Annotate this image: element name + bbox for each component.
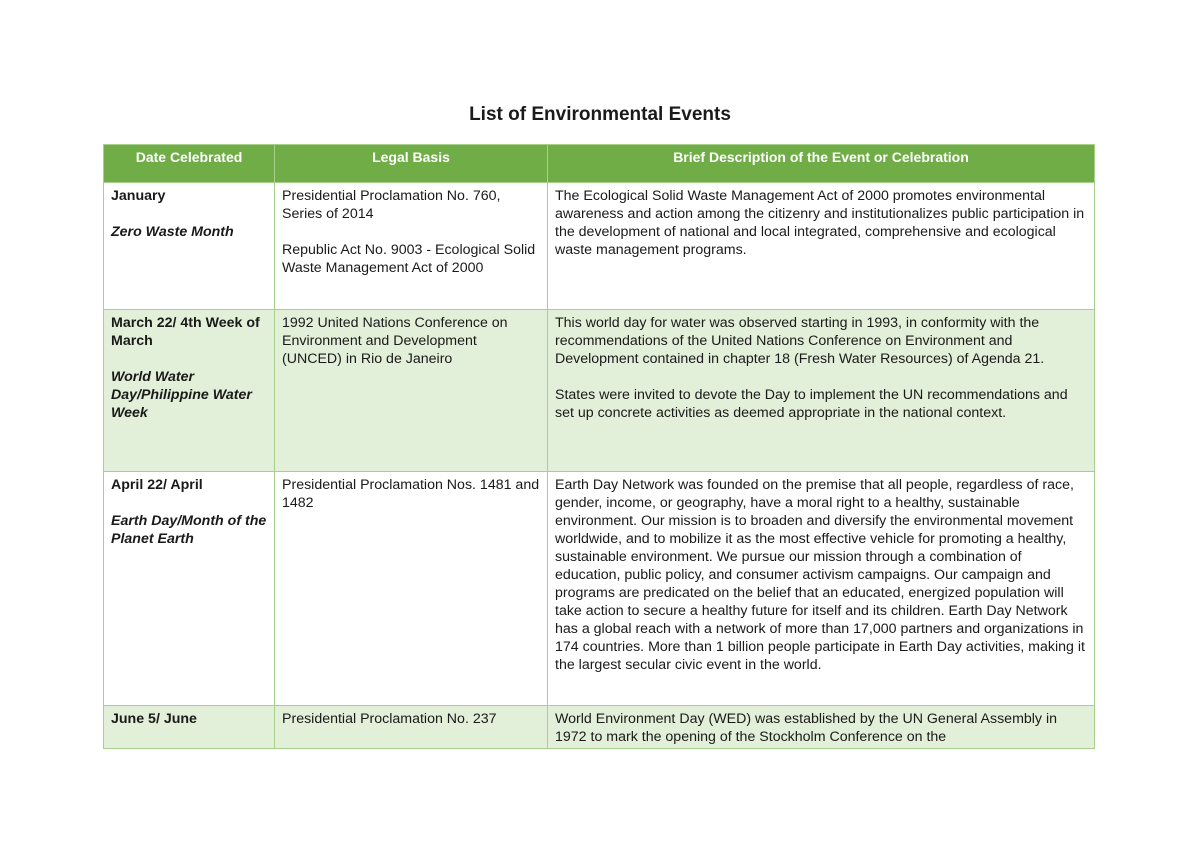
description-text: Earth Day Network was founded on the premise that all people, regardless of race, gender, income, or geography, have a moral right to a healthy, sustainable environment. Our mission is to broaden and diversify the environmental movement worldwide, and to mobilize it as the most effective vehicle for promoting a healthy, sustainable environment. We pursue our mission through a combination of education, public policy, and consumer activism campaigns. Our campaign and programs are predicated on the belief that an educated, energized population will take action to secure a healthy future for itself and its children. Earth Day Network has a global reach with a network of more than 17,000 partners and organizations in 174 countries. More than 1 billion people participate in Earth Day activities, making it the largest secular civic event in the world. (555, 477, 1085, 673)
legal-basis-text: Republic Act No. 9003 - Ecological Solid Waste Management Act of 2000 (282, 242, 536, 276)
legal-basis-cell (275, 472, 548, 706)
table-row (104, 183, 1095, 310)
date-text: June 5/ June (111, 711, 197, 727)
legal-basis-text: 1992 United Nations Conference on Environment and Development (UNCED) in Rio de Janeiro (282, 315, 508, 367)
description-cell (548, 310, 1095, 472)
page-title: List of Environmental Events (469, 104, 731, 125)
description-text: States were invited to devote the Day to implement the UN recommendations and set up concrete activities as deemed appropriate in the national context. (555, 387, 1068, 421)
date-cell (104, 183, 275, 310)
table-row (104, 310, 1095, 472)
date-text: January (111, 188, 166, 204)
description-cell (548, 706, 1095, 749)
header-date-celebrated: Date Celebrated (104, 145, 275, 183)
description-text: The Ecological Solid Waste Management Act of 2000 promotes environmental awareness and action among the citizenry and institutionalizes public participation in the development of national and local integrated, comprehensive and ecological waste management programs. (555, 188, 1085, 258)
description-cell (548, 183, 1095, 310)
legal-basis-text: Presidential Proclamation No. 760, Series of 2014 (282, 188, 501, 222)
event-name: Zero Waste Month (111, 224, 234, 240)
event-name: Earth Day/Month of the Planet Earth (111, 513, 267, 547)
date-text: April 22/ April (111, 477, 203, 493)
legal-basis-text: Presidential Proclamation Nos. 1481 and 1482 (282, 477, 540, 511)
date-text: March 22/ 4th Week of March (111, 315, 260, 349)
environmental-events-table (103, 144, 1095, 749)
description-text: World Environment Day (WED) was established by the UN General Assembly in 1972 to mark the opening of the Stockholm Conference on the (555, 711, 1058, 744)
table-row (104, 472, 1095, 706)
event-name: World Water Day/Philippine Water Week (111, 369, 252, 421)
legal-basis-cell (275, 706, 548, 749)
description-cell (548, 472, 1095, 706)
header-brief-description: Brief Description of the Event or Celebration (548, 145, 1095, 183)
date-cell (104, 310, 275, 472)
table-header-row (104, 145, 1095, 183)
legal-basis-cell (275, 310, 548, 472)
date-cell (104, 706, 275, 749)
date-cell (104, 472, 275, 706)
description-text: This world day for water was observed starting in 1993, in conformity with the recommendations of the United Nations Conference on Environment and Development contained in chapter 18 (Fresh Water Resources) of Agenda 21. (555, 315, 1045, 367)
header-legal-basis: Legal Basis (275, 145, 548, 183)
table-row (104, 706, 1095, 749)
legal-basis-text: Presidential Proclamation No. 237 (282, 711, 497, 727)
legal-basis-cell (275, 183, 548, 310)
